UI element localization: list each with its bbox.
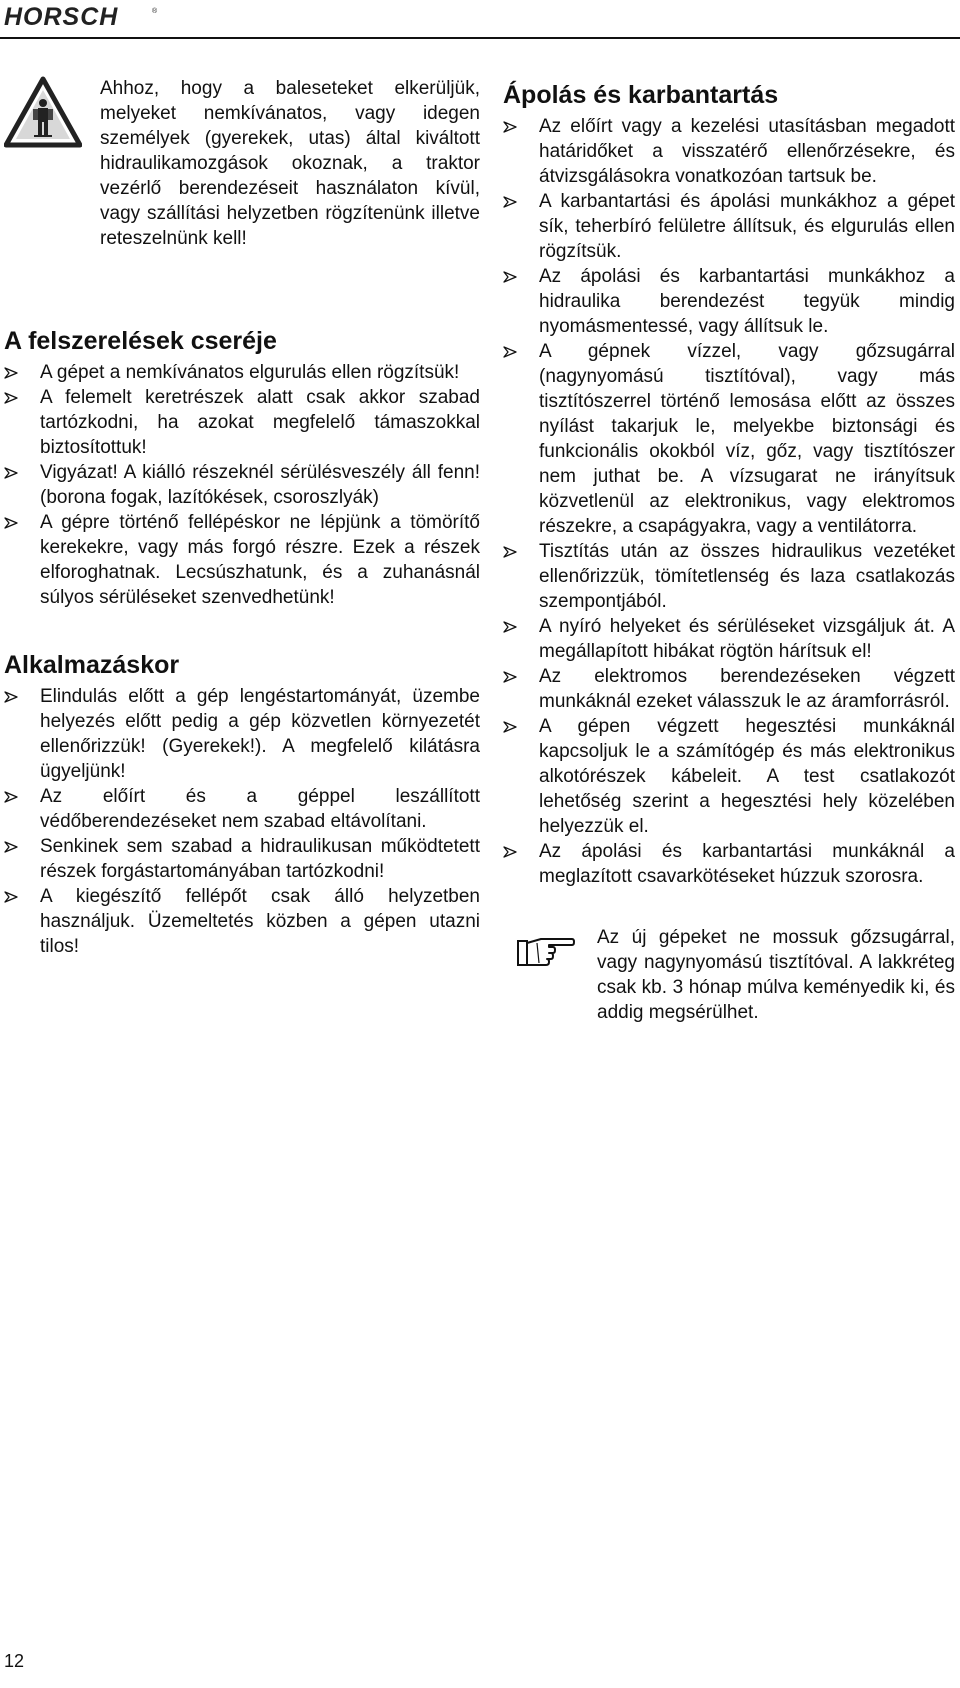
arrowhead-bullet-icon — [503, 621, 517, 633]
list-item-text: Az előírt és a géppel leszállított védőberendezéseket nem szabad eltávolítani. — [40, 786, 480, 832]
list-item — [503, 664, 955, 714]
list-item — [503, 839, 955, 889]
header-rule — [0, 37, 960, 39]
list-item-text: A nyíró helyeket és sérüléseket vizsgáljuk át. A megállapított hibákat rögtön hárítsuk el! — [539, 616, 955, 662]
arrowhead-bullet-icon — [503, 271, 517, 283]
arrowhead-bullet-icon — [503, 196, 517, 208]
arrowhead-bullet-icon — [4, 517, 18, 529]
list-item — [4, 784, 480, 834]
arrowhead-bullet-icon — [4, 691, 18, 703]
maintenance-list — [503, 114, 955, 889]
svg-text:®: ® — [152, 8, 158, 15]
list-item-text: Az előírt vagy a kezelési utasításban megadott határidőket a visszatérő ellenőrzésekre, és átvizsgálásokra vonatkozóan tartsuk be. — [539, 116, 955, 187]
list-item-text: A felemelt keretrészek alatt csak akkor szabad tartózkodni, ha azokat megfelelő támaszokkal biztosítottuk! — [40, 387, 480, 458]
arrowhead-bullet-icon — [4, 467, 18, 479]
list-item-text: A kiegészítő fellépőt csak álló helyzetben használjuk. Üzemeltetés közben a gépen utazni tilos! — [40, 886, 480, 957]
arrowhead-bullet-icon — [503, 671, 517, 683]
list-item — [4, 884, 480, 959]
arrowhead-bullet-icon — [503, 346, 517, 358]
section-title-equipment-change: A felszerelések cseréje — [4, 327, 277, 355]
list-item — [503, 264, 955, 339]
arrowhead-bullet-icon — [503, 546, 517, 558]
list-item — [4, 834, 480, 884]
arrowhead-bullet-icon — [503, 846, 517, 858]
list-item-text: Tisztítás után az összes hidraulikus vezetéket ellenőrizzük, tömítetlenség és laza csatlakozás szempontjából. — [539, 541, 955, 612]
list-item — [4, 460, 480, 510]
arrowhead-bullet-icon — [4, 367, 18, 379]
operation-list — [4, 684, 480, 959]
list-item-text: A gépen végzett hegesztési munkáknál kapcsoljuk le a számítógép és más elektronikus alkotórészek kábeleit. A test csatlakozót lehetőség szerint a hegesztési hely közelében helyezzük el. — [539, 716, 955, 837]
list-item-text: A gépet a nemkívánatos elgurulás ellen rögzítsük! — [40, 362, 460, 383]
brand-name: HORSCH — [4, 3, 119, 29]
warning-text: Ahhoz, hogy a baleseteket elkerüljük, melyeket nemkívánatos, vagy idegen személyek (gyerekek, utas) által kiváltott hidraulikamozgások okoznak, a traktor vezérlő berendezéseit használaton kívül, vagy szállítási helyzetben rögzítenünk illetve reteszelnünk kell! — [100, 78, 480, 249]
list-item — [503, 189, 955, 264]
list-item-text: A karbantartási és ápolási munkákhoz a gépet sík, teherbíró felületre állítsuk, és elgurulás ellen rögzítsük. — [539, 191, 955, 262]
arrowhead-bullet-icon — [4, 791, 18, 803]
page-number: 12 — [4, 1651, 25, 1671]
note-block — [503, 925, 955, 1065]
list-item — [503, 339, 955, 539]
list-item-text: Az elektromos berendezéseken végzett munkáknál ezeket válasszuk le az áramforrásról. — [539, 666, 955, 712]
list-item-text: Elindulás előtt a gép lengéstartományát, üzembe helyezés előtt pedig a gép közvetlen környezetét ellenőrizzük! (Gyerekek!). A megfelelő kilátásra ügyeljünk! — [40, 686, 480, 782]
list-item — [503, 114, 955, 189]
arrowhead-bullet-icon — [503, 121, 517, 133]
horsch-logo — [2, 3, 172, 29]
equipment-change-list — [4, 360, 480, 610]
warning-person-icon — [4, 76, 82, 148]
list-item — [503, 714, 955, 839]
arrowhead-bullet-icon — [4, 392, 18, 404]
list-item-text: Az ápolási és karbantartási munkákhoz a hidraulika berendezést tegyük mindig nyomásmentessé, vagy állítsuk le. — [539, 266, 955, 337]
list-item-text: A gépnek vízzel, vagy gőzsugárral (nagynyomású tisztítóval), vagy más tisztítószerrel történő lemosása előtt az összes nyílást takarjuk le, melyekbe biztonsági és funkcionális okokból víz, gőz, vagy tisztítószer nem juthat be. A vízsugarat ne irányítsuk közvetlenül az elektronikus, vagy elektromos részekre, a csapágyakra, vagy a ventilátorra. — [539, 341, 955, 537]
note-text: Az új gépeket ne mossuk gőzsugárral, vagy nagynyomású tisztítóval. A lakkréteg csak kb. 3 hónap múlva keményedik ki, és addig megsérülhet. — [597, 927, 955, 1023]
list-item — [4, 684, 480, 784]
warning-block — [4, 76, 480, 306]
list-item-text: Vigyázat! A kiálló részeknél sérülésveszély áll fenn! (borona fogak, lazítókések, csoroszlyák) — [40, 462, 480, 508]
arrowhead-bullet-icon — [4, 891, 18, 903]
list-item — [503, 539, 955, 614]
pointing-hand-icon — [517, 933, 575, 971]
arrowhead-bullet-icon — [503, 721, 517, 733]
list-item — [4, 360, 480, 385]
section-title-maintenance: Ápolás és karbantartás — [503, 81, 779, 109]
list-item — [4, 510, 480, 610]
right-column — [503, 80, 955, 1065]
list-item — [4, 385, 480, 460]
left-column — [4, 76, 480, 959]
section-title-operation: Alkalmazáskor — [4, 651, 180, 679]
list-item-text: Az ápolási és karbantartási munkáknál a meglazított csavarkötéseket húzzuk szorosra. — [539, 841, 955, 887]
list-item — [503, 614, 955, 664]
list-item-text: Senkinek sem szabad a hidraulikusan működtetett részek forgástartományában tartózkodni! — [40, 836, 480, 882]
arrowhead-bullet-icon — [4, 841, 18, 853]
brand-logo — [2, 3, 172, 29]
list-item-text: A gépre történő fellépéskor ne lépjünk a tömörítő kerekekre, vagy más forgó részre. Ezek a részek elforoghatnak. Lecsúszhatunk, és a zuhanásnál súlyos sérüléseket szenvedhetünk! — [40, 512, 480, 608]
